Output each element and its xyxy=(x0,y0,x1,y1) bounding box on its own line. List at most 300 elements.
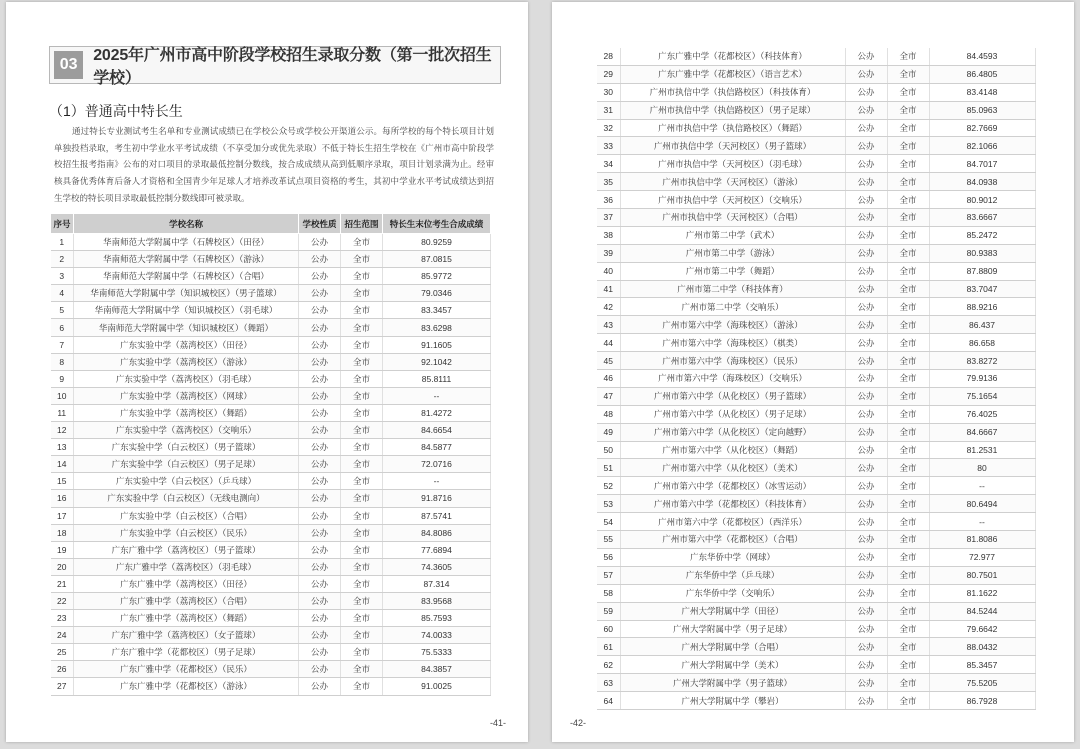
cell-score: 84.5877 xyxy=(383,439,491,456)
cell-school-type: 公办 xyxy=(299,387,341,404)
cell-score: -- xyxy=(383,473,491,490)
cell-scope: 全市 xyxy=(341,610,383,627)
cell-school-type: 公办 xyxy=(845,209,887,227)
cell-scope: 全市 xyxy=(341,541,383,558)
cell-index: 46 xyxy=(597,370,620,388)
cell-scope: 全市 xyxy=(887,101,929,119)
cell-index: 30 xyxy=(597,83,620,101)
cell-scope: 全市 xyxy=(887,262,929,280)
cell-index: 29 xyxy=(597,65,620,83)
cell-school-type: 公办 xyxy=(845,548,887,566)
cell-school-type: 公办 xyxy=(299,558,341,575)
cell-index: 19 xyxy=(51,541,74,558)
cell-school-type: 公办 xyxy=(299,678,341,695)
cell-index: 62 xyxy=(597,656,620,674)
cell-scope: 全市 xyxy=(341,234,383,251)
cell-scope: 全市 xyxy=(341,661,383,678)
cell-school-name: 广州市第二中学（游泳） xyxy=(620,244,845,262)
table-row xyxy=(51,302,491,319)
cell-scope: 全市 xyxy=(341,592,383,609)
cell-score: 81.1622 xyxy=(929,584,1035,602)
table-row xyxy=(597,209,1035,227)
cell-score: 88.0432 xyxy=(929,638,1035,656)
cell-score: 80.9012 xyxy=(929,191,1035,209)
table-row xyxy=(597,477,1035,495)
cell-school-type: 公办 xyxy=(845,370,887,388)
cell-index: 33 xyxy=(597,137,620,155)
cell-index: 13 xyxy=(51,439,74,456)
cell-score: 84.6654 xyxy=(383,422,491,439)
cell-school-name: 广东实验中学（荔湾校区）（游泳） xyxy=(74,353,299,370)
table-row xyxy=(51,353,491,370)
cell-index: 60 xyxy=(597,620,620,638)
cell-index: 47 xyxy=(597,387,620,405)
cell-index: 43 xyxy=(597,316,620,334)
cell-scope: 全市 xyxy=(887,65,929,83)
header-type: 学校性质 xyxy=(299,214,341,234)
cell-index: 8 xyxy=(51,353,74,370)
cell-school-type: 公办 xyxy=(299,336,341,353)
table-row xyxy=(51,234,491,251)
subsection-title: （1）普通高中特长生 xyxy=(49,103,183,119)
cell-school-name: 广州市第六中学（花都校区）（合唱） xyxy=(620,531,845,549)
cell-school-name: 华南师范大学附属中学（石牌校区）（游泳） xyxy=(74,251,299,268)
cell-school-type: 公办 xyxy=(845,531,887,549)
cell-school-name: 广州市第六中学（海珠校区）（民乐） xyxy=(620,352,845,370)
cell-school-type: 公办 xyxy=(845,316,887,334)
cell-score: 77.6894 xyxy=(383,541,491,558)
cell-school-name: 广东华侨中学（乒乓球） xyxy=(620,566,845,584)
cell-index: 7 xyxy=(51,336,74,353)
table-row xyxy=(51,678,491,695)
cell-index: 25 xyxy=(51,644,74,661)
cell-index: 9 xyxy=(51,370,74,387)
cell-index: 5 xyxy=(51,302,74,319)
cell-score: 87.314 xyxy=(383,575,491,592)
cell-scope: 全市 xyxy=(887,459,929,477)
cell-score: 83.3457 xyxy=(383,302,491,319)
cell-scope: 全市 xyxy=(341,251,383,268)
cell-score: -- xyxy=(929,513,1035,531)
cell-scope: 全市 xyxy=(887,119,929,137)
cell-school-name: 广东广雅中学（荔湾校区）（女子篮球） xyxy=(74,627,299,644)
cell-scope: 全市 xyxy=(341,302,383,319)
cell-school-type: 公办 xyxy=(299,234,341,251)
cell-index: 32 xyxy=(597,119,620,137)
cell-score: 80.9383 xyxy=(929,244,1035,262)
cell-index: 38 xyxy=(597,226,620,244)
cell-scope: 全市 xyxy=(887,566,929,584)
cell-index: 56 xyxy=(597,548,620,566)
cell-index: 48 xyxy=(597,405,620,423)
table-row xyxy=(597,244,1035,262)
cell-index: 52 xyxy=(597,477,620,495)
table-row xyxy=(597,441,1035,459)
cell-school-name: 广州市执信中学（天河校区）（男子篮球） xyxy=(620,137,845,155)
cell-scope: 全市 xyxy=(887,48,929,65)
cell-index: 42 xyxy=(597,298,620,316)
cell-score: 79.6642 xyxy=(929,620,1035,638)
cell-school-name: 华南师范大学附属中学（知识城校区）（羽毛球） xyxy=(74,302,299,319)
cell-school-type: 公办 xyxy=(845,674,887,692)
cell-school-name: 广州市第二中学（交响乐） xyxy=(620,298,845,316)
cell-scope: 全市 xyxy=(887,495,929,513)
table-row xyxy=(597,423,1035,441)
cell-score: 86.437 xyxy=(929,316,1035,334)
cell-score: 82.7669 xyxy=(929,119,1035,137)
cell-index: 51 xyxy=(597,459,620,477)
cell-school-name: 华南师范大学附属中学（石牌校区）（田径） xyxy=(74,234,299,251)
cell-score: 80 xyxy=(929,459,1035,477)
section-title: 2025年广州市高中阶段学校招生录取分数（第一批次招生学校） xyxy=(93,47,492,87)
cell-score: 84.7017 xyxy=(929,155,1035,173)
cell-scope: 全市 xyxy=(887,137,929,155)
cell-index: 55 xyxy=(597,531,620,549)
cell-school-type: 公办 xyxy=(299,644,341,661)
table-row xyxy=(51,251,491,268)
cell-score: 85.9772 xyxy=(383,268,491,285)
cell-school-type: 公办 xyxy=(299,507,341,524)
cell-school-name: 华南师范大学附属中学（石牌校区）（合唱） xyxy=(74,268,299,285)
cell-school-type: 公办 xyxy=(299,661,341,678)
cell-school-name: 广州市第六中学（海珠校区）（游泳） xyxy=(620,316,845,334)
cell-score: 83.6298 xyxy=(383,319,491,336)
cell-index: 31 xyxy=(597,101,620,119)
cell-school-name: 广东实验中学（白云校区）（男子篮球） xyxy=(74,439,299,456)
right-page xyxy=(552,2,1074,742)
cell-index: 27 xyxy=(51,678,74,695)
table-row xyxy=(597,531,1035,549)
cell-scope: 全市 xyxy=(887,226,929,244)
table-row xyxy=(51,541,491,558)
cell-score: 91.1605 xyxy=(383,336,491,353)
table-header-row xyxy=(51,214,491,234)
cell-school-type: 公办 xyxy=(845,137,887,155)
cell-score: 84.5244 xyxy=(929,602,1035,620)
table-row xyxy=(51,558,491,575)
cell-score: 79.9136 xyxy=(929,370,1035,388)
cell-school-name: 广东广雅中学（荔湾校区）（田径） xyxy=(74,575,299,592)
cell-scope: 全市 xyxy=(341,490,383,507)
cell-score: 84.3857 xyxy=(383,661,491,678)
cell-scope: 全市 xyxy=(887,441,929,459)
table-row xyxy=(51,473,491,490)
cell-school-name: 广东实验中学（白云校区）（无线电测向） xyxy=(74,490,299,507)
cell-score: 75.5205 xyxy=(929,674,1035,692)
cell-index: 36 xyxy=(597,191,620,209)
cell-school-type: 公办 xyxy=(299,268,341,285)
cell-scope: 全市 xyxy=(887,370,929,388)
cell-school-type: 公办 xyxy=(299,353,341,370)
cell-school-name: 广州市执信中学（天河校区）（游泳） xyxy=(620,173,845,191)
cell-score: 91.0025 xyxy=(383,678,491,695)
table-row xyxy=(51,336,491,353)
cell-school-type: 公办 xyxy=(845,334,887,352)
cell-school-type: 公办 xyxy=(845,620,887,638)
cell-index: 23 xyxy=(51,610,74,627)
cell-scope: 全市 xyxy=(341,422,383,439)
cell-index: 41 xyxy=(597,280,620,298)
cell-index: 37 xyxy=(597,209,620,227)
cell-school-name: 广东广雅中学（荔湾校区）（合唱） xyxy=(74,592,299,609)
cell-school-type: 公办 xyxy=(845,298,887,316)
cell-school-name: 广州大学附属中学（合唱） xyxy=(620,638,845,656)
cell-index: 18 xyxy=(51,524,74,541)
section-number: 03 xyxy=(54,51,83,79)
cell-score: 86.4805 xyxy=(929,65,1035,83)
table-row xyxy=(597,602,1035,620)
cell-scope: 全市 xyxy=(341,524,383,541)
cell-score: 83.7047 xyxy=(929,280,1035,298)
cell-school-type: 公办 xyxy=(845,423,887,441)
cell-index: 12 xyxy=(51,422,74,439)
cell-school-name: 广州市执信中学（天河校区）（合唱） xyxy=(620,209,845,227)
cell-score: 82.1066 xyxy=(929,137,1035,155)
cell-score: 83.4148 xyxy=(929,83,1035,101)
cell-scope: 全市 xyxy=(341,353,383,370)
cell-score: 91.8716 xyxy=(383,490,491,507)
cell-school-type: 公办 xyxy=(845,387,887,405)
cell-school-type: 公办 xyxy=(299,473,341,490)
cell-school-name: 广州大学附属中学（田径） xyxy=(620,602,845,620)
cell-school-name: 广东华侨中学（交响乐） xyxy=(620,584,845,602)
cell-scope: 全市 xyxy=(341,404,383,421)
cell-school-type: 公办 xyxy=(845,602,887,620)
table-row xyxy=(51,439,491,456)
table-row xyxy=(597,155,1035,173)
cell-school-type: 公办 xyxy=(299,456,341,473)
cell-school-name: 广东实验中学（荔湾校区）（羽毛球） xyxy=(74,370,299,387)
cell-scope: 全市 xyxy=(341,575,383,592)
cell-index: 11 xyxy=(51,404,74,421)
cell-index: 49 xyxy=(597,423,620,441)
cell-scope: 全市 xyxy=(887,602,929,620)
cell-school-type: 公办 xyxy=(845,405,887,423)
cell-index: 17 xyxy=(51,507,74,524)
table-row xyxy=(597,459,1035,477)
cell-scope: 全市 xyxy=(887,244,929,262)
table-row xyxy=(597,65,1035,83)
cell-score: 83.9568 xyxy=(383,592,491,609)
cell-school-type: 公办 xyxy=(845,173,887,191)
cell-school-name: 广东实验中学（白云校区）（男子足球） xyxy=(74,456,299,473)
cell-index: 4 xyxy=(51,285,74,302)
cell-score: 75.1654 xyxy=(929,387,1035,405)
cell-school-type: 公办 xyxy=(845,459,887,477)
cell-school-type: 公办 xyxy=(845,244,887,262)
cell-school-name: 广东广雅中学（花都校区）（科技体育） xyxy=(620,48,845,65)
cell-index: 10 xyxy=(51,387,74,404)
cell-school-type: 公办 xyxy=(299,575,341,592)
cell-score: 83.6667 xyxy=(929,209,1035,227)
table-row xyxy=(597,566,1035,584)
cell-scope: 全市 xyxy=(341,473,383,490)
table-body-right xyxy=(597,48,1035,709)
cell-index: 63 xyxy=(597,674,620,692)
cell-score: 86.7928 xyxy=(929,692,1035,710)
cell-school-type: 公办 xyxy=(299,610,341,627)
cell-index: 20 xyxy=(51,558,74,575)
cell-score: 85.0963 xyxy=(929,101,1035,119)
table-row xyxy=(597,191,1035,209)
cell-scope: 全市 xyxy=(341,439,383,456)
cell-school-name: 广州大学附属中学（美术） xyxy=(620,656,845,674)
cell-school-name: 广州市第六中学（花都校区）（科技体育） xyxy=(620,495,845,513)
section-header xyxy=(49,46,501,87)
cell-scope: 全市 xyxy=(887,423,929,441)
cell-score: 84.6667 xyxy=(929,423,1035,441)
cell-score: -- xyxy=(383,387,491,404)
cell-index: 3 xyxy=(51,268,74,285)
cell-scope: 全市 xyxy=(341,336,383,353)
cell-score: 85.7593 xyxy=(383,610,491,627)
left-page xyxy=(6,2,528,742)
cell-scope: 全市 xyxy=(887,656,929,674)
table-row xyxy=(597,137,1035,155)
cell-school-type: 公办 xyxy=(299,439,341,456)
cell-score: 84.0938 xyxy=(929,173,1035,191)
cell-school-name: 广东实验中学（荔湾校区）（舞蹈） xyxy=(74,404,299,421)
table-row xyxy=(51,456,491,473)
cell-school-type: 公办 xyxy=(299,319,341,336)
cell-school-type: 公办 xyxy=(845,262,887,280)
cell-school-name: 广东实验中学（白云校区）（合唱） xyxy=(74,507,299,524)
cell-school-name: 广东实验中学（荔湾校区）（网球） xyxy=(74,387,299,404)
cell-school-name: 广州市第六中学（从化校区）（美术） xyxy=(620,459,845,477)
cell-school-name: 广东广雅中学（荔湾校区）（羽毛球） xyxy=(74,558,299,575)
cell-index: 53 xyxy=(597,495,620,513)
cell-score: -- xyxy=(929,477,1035,495)
table-row xyxy=(597,656,1035,674)
cell-scope: 全市 xyxy=(887,155,929,173)
cell-score: 74.0033 xyxy=(383,627,491,644)
cell-score: 76.4025 xyxy=(929,405,1035,423)
cell-scope: 全市 xyxy=(887,298,929,316)
table-row xyxy=(597,548,1035,566)
page-number-left: -41- xyxy=(489,718,506,728)
table-row xyxy=(597,316,1035,334)
cell-school-type: 公办 xyxy=(299,541,341,558)
cell-score: 80.9259 xyxy=(383,234,491,251)
table-row xyxy=(597,48,1035,65)
cell-school-type: 公办 xyxy=(845,280,887,298)
cell-school-type: 公办 xyxy=(845,226,887,244)
cell-school-name: 广州大学附属中学（攀岩） xyxy=(620,692,845,710)
cell-index: 26 xyxy=(51,661,74,678)
cell-school-name: 广东实验中学（荔湾校区）（田径） xyxy=(74,336,299,353)
cell-index: 59 xyxy=(597,602,620,620)
table-row xyxy=(597,173,1035,191)
cell-scope: 全市 xyxy=(887,674,929,692)
table-row xyxy=(597,352,1035,370)
table-row xyxy=(51,644,491,661)
cell-index: 2 xyxy=(51,251,74,268)
score-table-right xyxy=(597,48,1036,710)
cell-scope: 全市 xyxy=(887,387,929,405)
cell-school-type: 公办 xyxy=(299,302,341,319)
cell-school-name: 广州大学附属中学（男子足球） xyxy=(620,620,845,638)
cell-scope: 全市 xyxy=(887,173,929,191)
cell-school-name: 华南师范大学附属中学（知识城校区）（男子篮球） xyxy=(74,285,299,302)
cell-scope: 全市 xyxy=(341,387,383,404)
cell-index: 44 xyxy=(597,334,620,352)
cell-index: 6 xyxy=(51,319,74,336)
table-row xyxy=(51,370,491,387)
cell-scope: 全市 xyxy=(341,558,383,575)
cell-school-type: 公办 xyxy=(299,285,341,302)
cell-score: 83.8272 xyxy=(929,352,1035,370)
cell-index: 61 xyxy=(597,638,620,656)
cell-school-type: 公办 xyxy=(299,524,341,541)
cell-school-type: 公办 xyxy=(845,656,887,674)
cell-school-type: 公办 xyxy=(845,119,887,137)
cell-scope: 全市 xyxy=(341,644,383,661)
cell-school-name: 广东广雅中学（花都校区）（男子足球） xyxy=(74,644,299,661)
table-row xyxy=(597,638,1035,656)
cell-school-type: 公办 xyxy=(845,584,887,602)
cell-index: 14 xyxy=(51,456,74,473)
cell-school-name: 广州市第六中学（花都校区）（冰雪运动） xyxy=(620,477,845,495)
cell-school-type: 公办 xyxy=(845,566,887,584)
cell-school-type: 公办 xyxy=(845,83,887,101)
cell-school-name: 广州市第六中学（从化校区）（男子足球） xyxy=(620,405,845,423)
cell-scope: 全市 xyxy=(887,477,929,495)
cell-school-name: 广东广雅中学（花都校区）（游泳） xyxy=(74,678,299,695)
cell-school-name: 广州市执信中学（天河校区）（羽毛球） xyxy=(620,155,845,173)
cell-school-type: 公办 xyxy=(845,638,887,656)
cell-scope: 全市 xyxy=(887,513,929,531)
cell-scope: 全市 xyxy=(341,456,383,473)
cell-score: 87.0815 xyxy=(383,251,491,268)
cell-scope: 全市 xyxy=(887,334,929,352)
cell-school-name: 广州市第六中学（海珠校区）（交响乐） xyxy=(620,370,845,388)
cell-school-type: 公办 xyxy=(845,441,887,459)
cell-scope: 全市 xyxy=(341,285,383,302)
cell-school-name: 广东广雅中学（荔湾校区）（男子篮球） xyxy=(74,541,299,558)
cell-score: 85.2472 xyxy=(929,226,1035,244)
cell-score: 87.8809 xyxy=(929,262,1035,280)
cell-index: 16 xyxy=(51,490,74,507)
table-row xyxy=(597,370,1035,388)
cell-school-type: 公办 xyxy=(845,477,887,495)
cell-school-name: 广州市第二中学（舞蹈） xyxy=(620,262,845,280)
cell-score: 87.5741 xyxy=(383,507,491,524)
cell-school-name: 广州市第二中学（科技体育） xyxy=(620,280,845,298)
cell-scope: 全市 xyxy=(887,191,929,209)
cell-scope: 全市 xyxy=(887,352,929,370)
cell-school-name: 广东广雅中学（花都校区）（民乐） xyxy=(74,661,299,678)
table-row xyxy=(597,584,1035,602)
cell-score: 79.0346 xyxy=(383,285,491,302)
table-row xyxy=(597,405,1035,423)
cell-score: 75.5333 xyxy=(383,644,491,661)
cell-school-type: 公办 xyxy=(845,101,887,119)
table-body-left xyxy=(51,234,491,696)
intro-paragraph: 通过特长专业测试考生名单和专业测试成绩已在学校公众号或学校公开渠道公示。每所学校的每个特长项目计划单独投档录取，考生初中学业水平考试成绩（不享受加分或优先录取）不低于特长生招生学校在《广州市高中阶段学校招生报考指南》公布的对口项目的录取最低控制分数线，按合成成绩从高到低顺序录取，项目计划录满为止。经审核具备优秀体育后备人才资格和全国青少年足球人才培养改革试点项目资格的考生，其初中学业水平考试成绩达到招生学校的特长项目录取最低控制分数线即可被录取。 xyxy=(54,126,494,203)
table-row xyxy=(597,674,1035,692)
cell-school-type: 公办 xyxy=(845,352,887,370)
table-row xyxy=(597,119,1035,137)
cell-score: 74.3605 xyxy=(383,558,491,575)
cell-scope: 全市 xyxy=(341,678,383,695)
cell-school-type: 公办 xyxy=(299,490,341,507)
cell-school-name: 广东实验中学（白云校区）（乒乓球） xyxy=(74,473,299,490)
table-row xyxy=(51,422,491,439)
cell-school-name: 广州市执信中学（执信路校区）（男子足球） xyxy=(620,101,845,119)
cell-score: 81.4272 xyxy=(383,404,491,421)
table-row xyxy=(597,334,1035,352)
table-row xyxy=(51,661,491,678)
